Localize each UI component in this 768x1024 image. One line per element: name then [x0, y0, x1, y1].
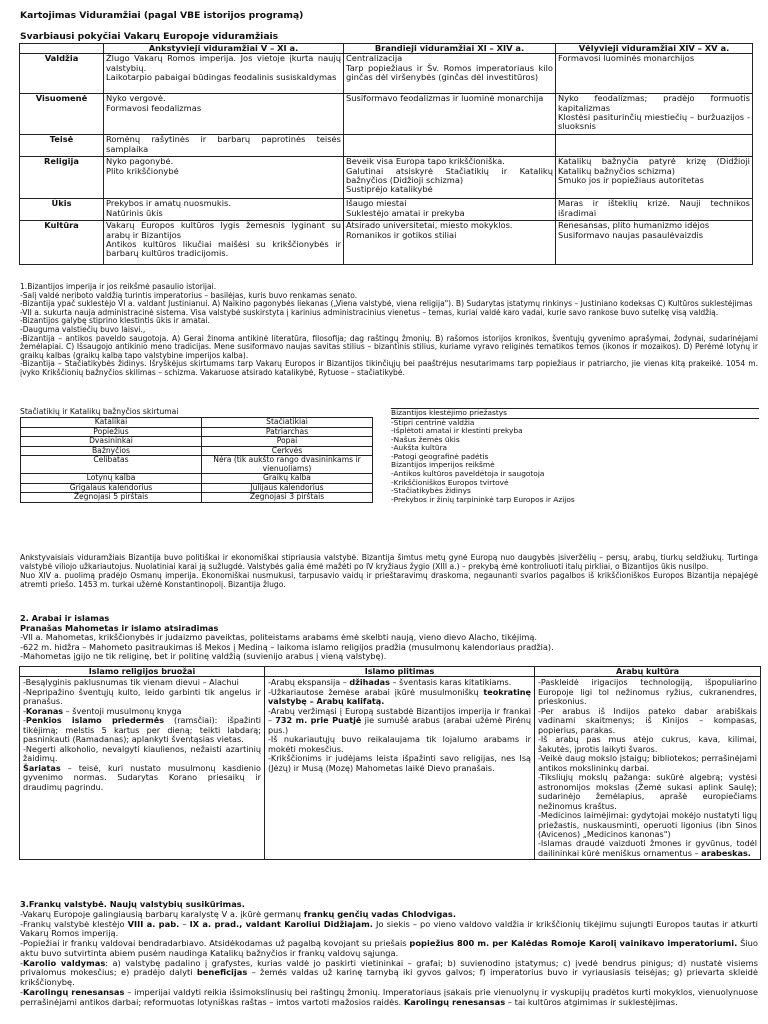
header-cell: Katalikai	[21, 418, 202, 428]
section-heading: 1.Bizantijos imperija ir jos reikšmė pasaulio istorijai.	[20, 282, 217, 291]
header-cell: Islamo religijos bruožai	[20, 667, 265, 677]
table1-title: Svarbiausi pokyčiai Vakarų Europoje viduramžiais	[20, 31, 279, 42]
table-cell: Vakarų Europos kultūros lygis žemesnis lyginant su arabų ir Bizantijos Antikos kultūros likučiai maišėsi su krikščionybės ir barbarų kultūros tradicijomis.	[104, 221, 344, 265]
islam-table	[19, 666, 761, 860]
table-cell: Dvasininkai	[21, 437, 202, 447]
table-cell	[556, 135, 753, 157]
table-row	[20, 677, 761, 860]
list-item: -Aukšta kultūra	[391, 443, 448, 453]
paragraph: -Bizantija ypač suklestėjo VI a. valdant Justinianui. A) Naikino pagonybės liekanas („Viena valstybė, viena religija"). B) Sudarytas įstatymų rinkinys – Justiniano kodeksas C) Kultūros suklestėjimas	[20, 299, 753, 309]
table-cell	[265, 677, 535, 860]
paragraph: Ankstyvaisiais viduramžiais Bizantija buvo politiškai ir ekonomiškai stipriausia valstybė. Bizantija šimtus metų gynė Europą nuo daugybės įsiveržėlių – persų, arabų, tiurkų seldžiukų. Turtinga valstybė viliojo užkariautojus. Nuolatiniai karai ją sužlugdė. Valstybės galia ėmė mažėti po IV kryžiaus žygio (XIII a.) – prekybą ėmė kontroliuoti italų pirkliai, o Bizantijos ūkis nusilpo.	[20, 553, 758, 571]
list-item: -Užkariautose žemėse arabai įkūrė musulmoniškų teokratinę valstybę – Arabų kalifatą.	[268, 686, 531, 707]
paragraph: -Karolio valdymas: a) valstybę padalino į grafystes, kurias valdė jo paskirti vietininkai – grafai; b) suvienodino įstatymus; c) įvedė bendrus pinigus; d) nustatė visiems privalomus mokesčius; e) pradėjo dalyti beneficijas – žemės valdas už karinę tarnybą iki gyvos galvos; f) imperatorius buvo ir vyriausiasis teisėjas; g) prievarta skleidė krikščionybę.	[20, 957, 758, 988]
paragraph: -Dauguma valstiečių buvo laisvi.,	[20, 324, 146, 334]
header-cell: Ankstyvieji viduramžiai V – XI a.	[104, 44, 344, 54]
paragraph: -Vakarų Europoje galingiausią barbarų karalystę V a. įkūrė germanų frankų genčių vadas Chlodvigas.	[20, 908, 456, 919]
paragraph: -Karolingų renesansas – imperijai valdyti reikia išsimokslinusių bei raštingų žmonių. Imperatoriaus įsakais prie vienuolynų ir vyskupijų pradėtos kurti mokyklos, vienuolynuose perrašinėjami antikos darbai; reformuotas lotyniškas raštas – imtos vartoti mažosios raidės. Karolingų renesansas – tai kultūros atgimimas ir suklestėjimas.	[20, 987, 758, 1007]
byzantium-decline-section	[20, 554, 758, 590]
table-row	[20, 199, 753, 221]
list-item: -Penkios islamo priedermės (ramsčiai): išpažinti tikėjimą; melstis 5 kartus per dieną; teikti labdarą; pasninkauti (Ramadanas); aplankyti šventąsias vietas.	[23, 715, 261, 745]
row-label: Religija	[20, 157, 104, 199]
list-item: -Veikė daug mokslo įstaigų; bibliotekos; perrašinėjami antikos mokslininkų darbai.	[538, 753, 757, 773]
table-cell: Atsirado universitetai, miesto mokyklos. Romanikos ir gotikos stiliai	[344, 221, 556, 265]
paragraph: -Popiežiai ir frankų valdovai bendradarbiavo. Atsidėkodamas už pagalbą kovojant su priešais popiežius 800 m. per Kalėdas Romoje Karolį vainikavo imperatoriumi. Šiuo aktu buvo sutvirtinta abiem pusėm naudinga Katalikų bažnyčios ir frankų valdovų sąjunga.	[20, 938, 759, 958]
table-cell: Julijaus kalendorius	[202, 483, 373, 493]
list-item: -Antikos kultūros paveldėtoja ir saugotoja	[391, 469, 545, 479]
list-item: -Medicinos laimėjimai: gydytojai mokėjo nustatyti ligų priežastis, nuskausminti, operuoti ligonius (ibn Sinos (Avicenos) „Medicinos kanonas")	[538, 810, 757, 839]
list-item: -Išplėtoti amatai ir klestinti prekyba	[391, 426, 523, 436]
list-item: -Nepripažino šventųjų kulto, leido garbinti tik angelus ir pranašus.	[23, 686, 261, 707]
list-item: Šariatas – teisė, kuri nustato musulmonų kasdienio gyvenimo normas. Sudarytas Korano priesaikų ir draudimų pagrindu.	[23, 762, 261, 792]
row-label: Valdžia	[20, 54, 104, 94]
section-heading: 2. Arabai ir islamas	[20, 613, 110, 623]
table-row	[21, 456, 373, 474]
table-cell: Bažnyčios	[21, 446, 202, 456]
list-item: -Koranas – šventoji musulmonų knyga	[23, 705, 182, 716]
byzantium-section	[20, 283, 758, 378]
list-item: -Paskleidė irigacijos technologiją, išpopuliarino Europoje ligi tol nežinomus ryžius, cukranendres, prieskonius.	[538, 677, 757, 707]
table-row	[20, 221, 753, 265]
table-cell: Žegnojasi 3 pirštais	[202, 493, 373, 503]
table-cell: Centralizacija Tarp popiežiaus ir Šv. Romos imperatoriaus kilo ginčas dėl viršenybės (ginčas dėl investitūros)	[344, 54, 556, 94]
table-cell: Susiformavo feodalizmas ir luominė monarchija	[344, 94, 556, 135]
table-row	[20, 135, 753, 157]
table-cell: Celibatas	[21, 456, 202, 474]
paragraph: -Salį valdė neriboto valdžią turintis imperatorius – basilėjas, kuris buvo renkamas senato.	[20, 290, 358, 300]
table-cell: Maras ir išteklių krizė. Nauji technikos išradimai	[556, 199, 753, 221]
table-cell: Nėra (tik aukšto rango dvasininkams ir vienuoliams)	[202, 456, 373, 474]
header-cell: Stačiatikiai	[202, 418, 373, 428]
table-row	[20, 157, 753, 199]
list-item: -Stačiatikybės židinys	[391, 486, 471, 496]
table-cell: Graikų kalba	[202, 474, 373, 484]
list-item: -Stipri centrinė valdžia	[391, 417, 475, 427]
table-row	[20, 94, 753, 135]
table-row	[21, 427, 373, 437]
list-item: -Iš nukariautųjų buvo reikalaujama tik lojalumo arabams ir mokėti mokesčius.	[268, 734, 531, 754]
table-row	[21, 493, 373, 503]
row-label: Visuomenė	[20, 94, 104, 135]
churches-table	[20, 417, 373, 503]
list-item: -Tiksliųjų mokslų pažanga: sukūrė algebrą; vystėsi astronomijos mokslas (Žemė sukasi aplink Saulę); sudarinėjo žemėlapius, aprašė europiečiams nežinomus kraštus.	[538, 772, 757, 811]
paragraph: -Bizantija – antikos paveldo saugotoja. A) Gerai žinoma antikinė literatūra, filosofija; dag raštingų žmonių. B) rašomos istorijos kronikos, šventųjų gyvenimo aprašymai, žodynai, sudarinėjami žemėlapiai. C) Išsaugojo antikinio meno tradicijas. Mene susiformavo naujas savitas stilius – bizantinis stilius, kuriame vyravo religinės tematikos temos (ikonos ir mozaikos). D) Perėmė lotynų ir graikų kalbas (graikų kalba tapo valstybine imperijos kalba).	[20, 333, 758, 360]
list-item: -Patogi geografinė padėtis	[391, 451, 489, 461]
header-cell	[20, 44, 104, 54]
table-cell: Nyko vergovė. Formavosi feodalizmas	[104, 94, 344, 135]
row-label: Ūkis	[20, 199, 104, 221]
table-cell: Žlugo Vakarų Romos imperija. Jos vietoje įkurta naujų valstybių. Laikotarpio pabaigai būdingas feodalinis susiskaldymas	[104, 54, 344, 94]
churches-table-caption: Stačiatikių ir Katalikų bažnyčios skirtumai	[20, 407, 179, 416]
list-item: -Besąlyginis paklusnumas tik vienam dievui – Alachui	[23, 677, 239, 688]
table-cell	[535, 677, 761, 860]
islam-section	[20, 614, 758, 662]
box-heading: Bizantijos klestėjimo priežastys	[391, 408, 759, 419]
byzantium-summary-box	[391, 408, 759, 504]
periods-table	[19, 43, 753, 265]
table-row	[20, 54, 753, 94]
paragraph: Nuo XIV a. puolimą pradėjo Osmanų imperija. Ekonomiškai nusmukusi, tarpusavio vaidų ir prieštaravimų draskoma, negaunanti svarios pagalbos iš krikščioniškos Europos Bizantija nepajėgė atremti priešo. 1453 m. turkai užėmė Konstantinopolį. Bizantija žlugo.	[20, 570, 758, 589]
table-cell: Patriarchas	[202, 427, 373, 437]
row-label: Kultūra	[20, 221, 104, 265]
table-cell: Nyko feodalizmas; pradėjo formuotis kapitalizmas Klostėsi pasiturinčių miestiečių – buržuazijos - sluoksnis	[556, 94, 753, 135]
box-heading: Bizantijos imperijos reikšmė	[391, 460, 495, 470]
paragraph: -622 m. hidžra – Mahometo pasitraukimas iš Mekos į Mediną – laikoma islamo religijos pradžia (musulmonų kalendoriaus pradžia).	[20, 641, 554, 652]
page-title: Kartojimas Viduramžiai (pagal VBE istorijos programą)	[20, 10, 304, 21]
table-cell: Katalikų bažnyčia patyrė krizę (Didžioji Katalikų bažnyčios schizma) Smuko jos ir popiežiaus autoritetas	[556, 157, 753, 199]
header-cell: Arabų kultūra	[535, 667, 761, 677]
table-row	[21, 474, 373, 484]
list-item: -Arabų veržimąsi į Europą sustabdė Bizantijos imperija ir frankai – 732 m. prie Puatjė jie sumušė arabus (arabai užėmė Pirėnų pus.)	[268, 705, 531, 735]
table-cell: Lotynų kalba	[21, 474, 202, 484]
list-item: -Iš arabų pas mus atėjo cukrus, kava, kilimai, šakutės, įprotis laikyti švaros.	[538, 734, 757, 754]
list-item: -Prekybos ir žinių tarpininkė tarp Europos ir Azijos	[391, 494, 575, 504]
list-item: -Negerti alkoholio, nevalgyti kiaulienos, nežaisti azartinių žaidimų.	[23, 743, 261, 764]
header-cell: Brandieji viduramžiai XI – XIV a.	[344, 44, 556, 54]
section-heading: 3.Frankų valstybė. Naujų valstybių susikūrimas.	[20, 899, 245, 909]
frankish-section	[20, 900, 758, 1008]
table-cell: Formavosi luominės monarchijos	[556, 54, 753, 94]
table-cell: Žegnojasi 5 pirštais	[21, 493, 202, 503]
table-header-row	[21, 418, 373, 428]
table-cell: Išaugo miestai Suklestėjo amatai ir prekyba	[344, 199, 556, 221]
list-item: -Našus žemės ūkis	[391, 434, 460, 444]
table-cell	[20, 677, 265, 860]
list-item: -Arabų ekspansija – džihadas – šventasis karas kitatikiams.	[268, 677, 512, 688]
list-item: -Islamas draudė vaizduoti žmones ir gyvūnus, todėl dailininkai kūrė meniškus ornamentus – arabeskas.	[538, 838, 757, 858]
list-item: -Krikščioniškos Europos tvirtovė	[391, 477, 509, 487]
table-row	[21, 437, 373, 447]
paragraph: -Mahometas įgijo ne tik religinę, bet ir politinę valdžią (suvienijo arabus į vieną valstybę).	[20, 651, 387, 662]
row-label: Teisė	[20, 135, 104, 157]
header-cell: Vėlyvieji viduramžiai XIV – XV a.	[556, 44, 753, 54]
table-cell: Popiežius	[21, 427, 202, 437]
list-item: -Krikščionims ir judėjams leista išpažinti savo religijas, nes Isą (Jėzų) ir Musą (Mozę) Mahometas laikė Dievo pranašais.	[268, 753, 531, 773]
table-cell: Nyko pagonybė. Plito krikščionybė	[104, 157, 344, 199]
paragraph: -Bizantija – Stačiatikybės židinys. Išryškėjus skirtumams tarp Vakarų Europos ir Bizantijos tikinčiųjų bei paaštrėjus nesutarimams tarp popiežiaus ir patriarcho, jie vienas kitą prakeikė. 1054 m. įvyko Krikščionių bažnyčios skilimas – schizma. Vakaruose atsirado katalikybė, Rytuose – stačiatikybė.	[20, 359, 758, 377]
table-cell: Popai	[202, 437, 373, 447]
list-item: -Per arabus iš Indijos pateko dabar arabiškais vadinami skaitmenys; iš Kinijos – kompasas, popierius, parakas.	[538, 705, 757, 735]
table-header-row	[20, 667, 761, 677]
table-cell: Prekybos ir amatų nuosmukis. Natūrinis ūkis	[104, 199, 344, 221]
paragraph: -Frankų valstybė klestėjo VIII a. pab. – IX a. prad., valdant Karoliui Didžiajam. Jo siekis – po vieno valdovo valdžia ir krikščionių tikėjimu sujungti Europos tautas ir atkurti Vakarų Romos imperiją.	[20, 918, 758, 939]
table-cell: Beveik visa Europa tapo krikščioniška. Galutinai atsiskyrė Stačiatikių ir Katalikų bažnyčios (Didžioji schizma) Sustiprėjo katalikybė	[344, 157, 556, 199]
paragraph: -VII a. sukurta nauja administracinė sistema. Visa valstybė suskirstyta į karinius administracinius vienetus – temas, kuriai valdė karo vadai, kurie savo rankose buvo sutelkę visą valdžią.	[20, 307, 719, 317]
paragraph: -VII a. Mahometas, krikščionybės ir judaizmo paveiktas, politeistams arabams ėmė skelbti naują, vieno dievo Alacho, tikėjimą.	[20, 632, 537, 643]
table-cell: Romėnų rašytinės ir barbarų paprotinės teisės samplaika	[104, 135, 344, 157]
table-cell	[344, 135, 556, 157]
table-cell: Renesansas, plito humanizmo idėjos Susiformavo naujas pasaulėvaizdis	[556, 221, 753, 265]
table-cell: Cerkvės	[202, 446, 373, 456]
paragraph: -Bizantijos galybę stiprino klestintis ūkis ir amatai.	[20, 316, 210, 326]
header-cell: Islamo plitimas	[265, 667, 535, 677]
section-subheading: Pranašas Mahometas ir islamo atsiradimas	[20, 622, 219, 633]
table-cell: Grigalaus kalendorius	[21, 483, 202, 493]
